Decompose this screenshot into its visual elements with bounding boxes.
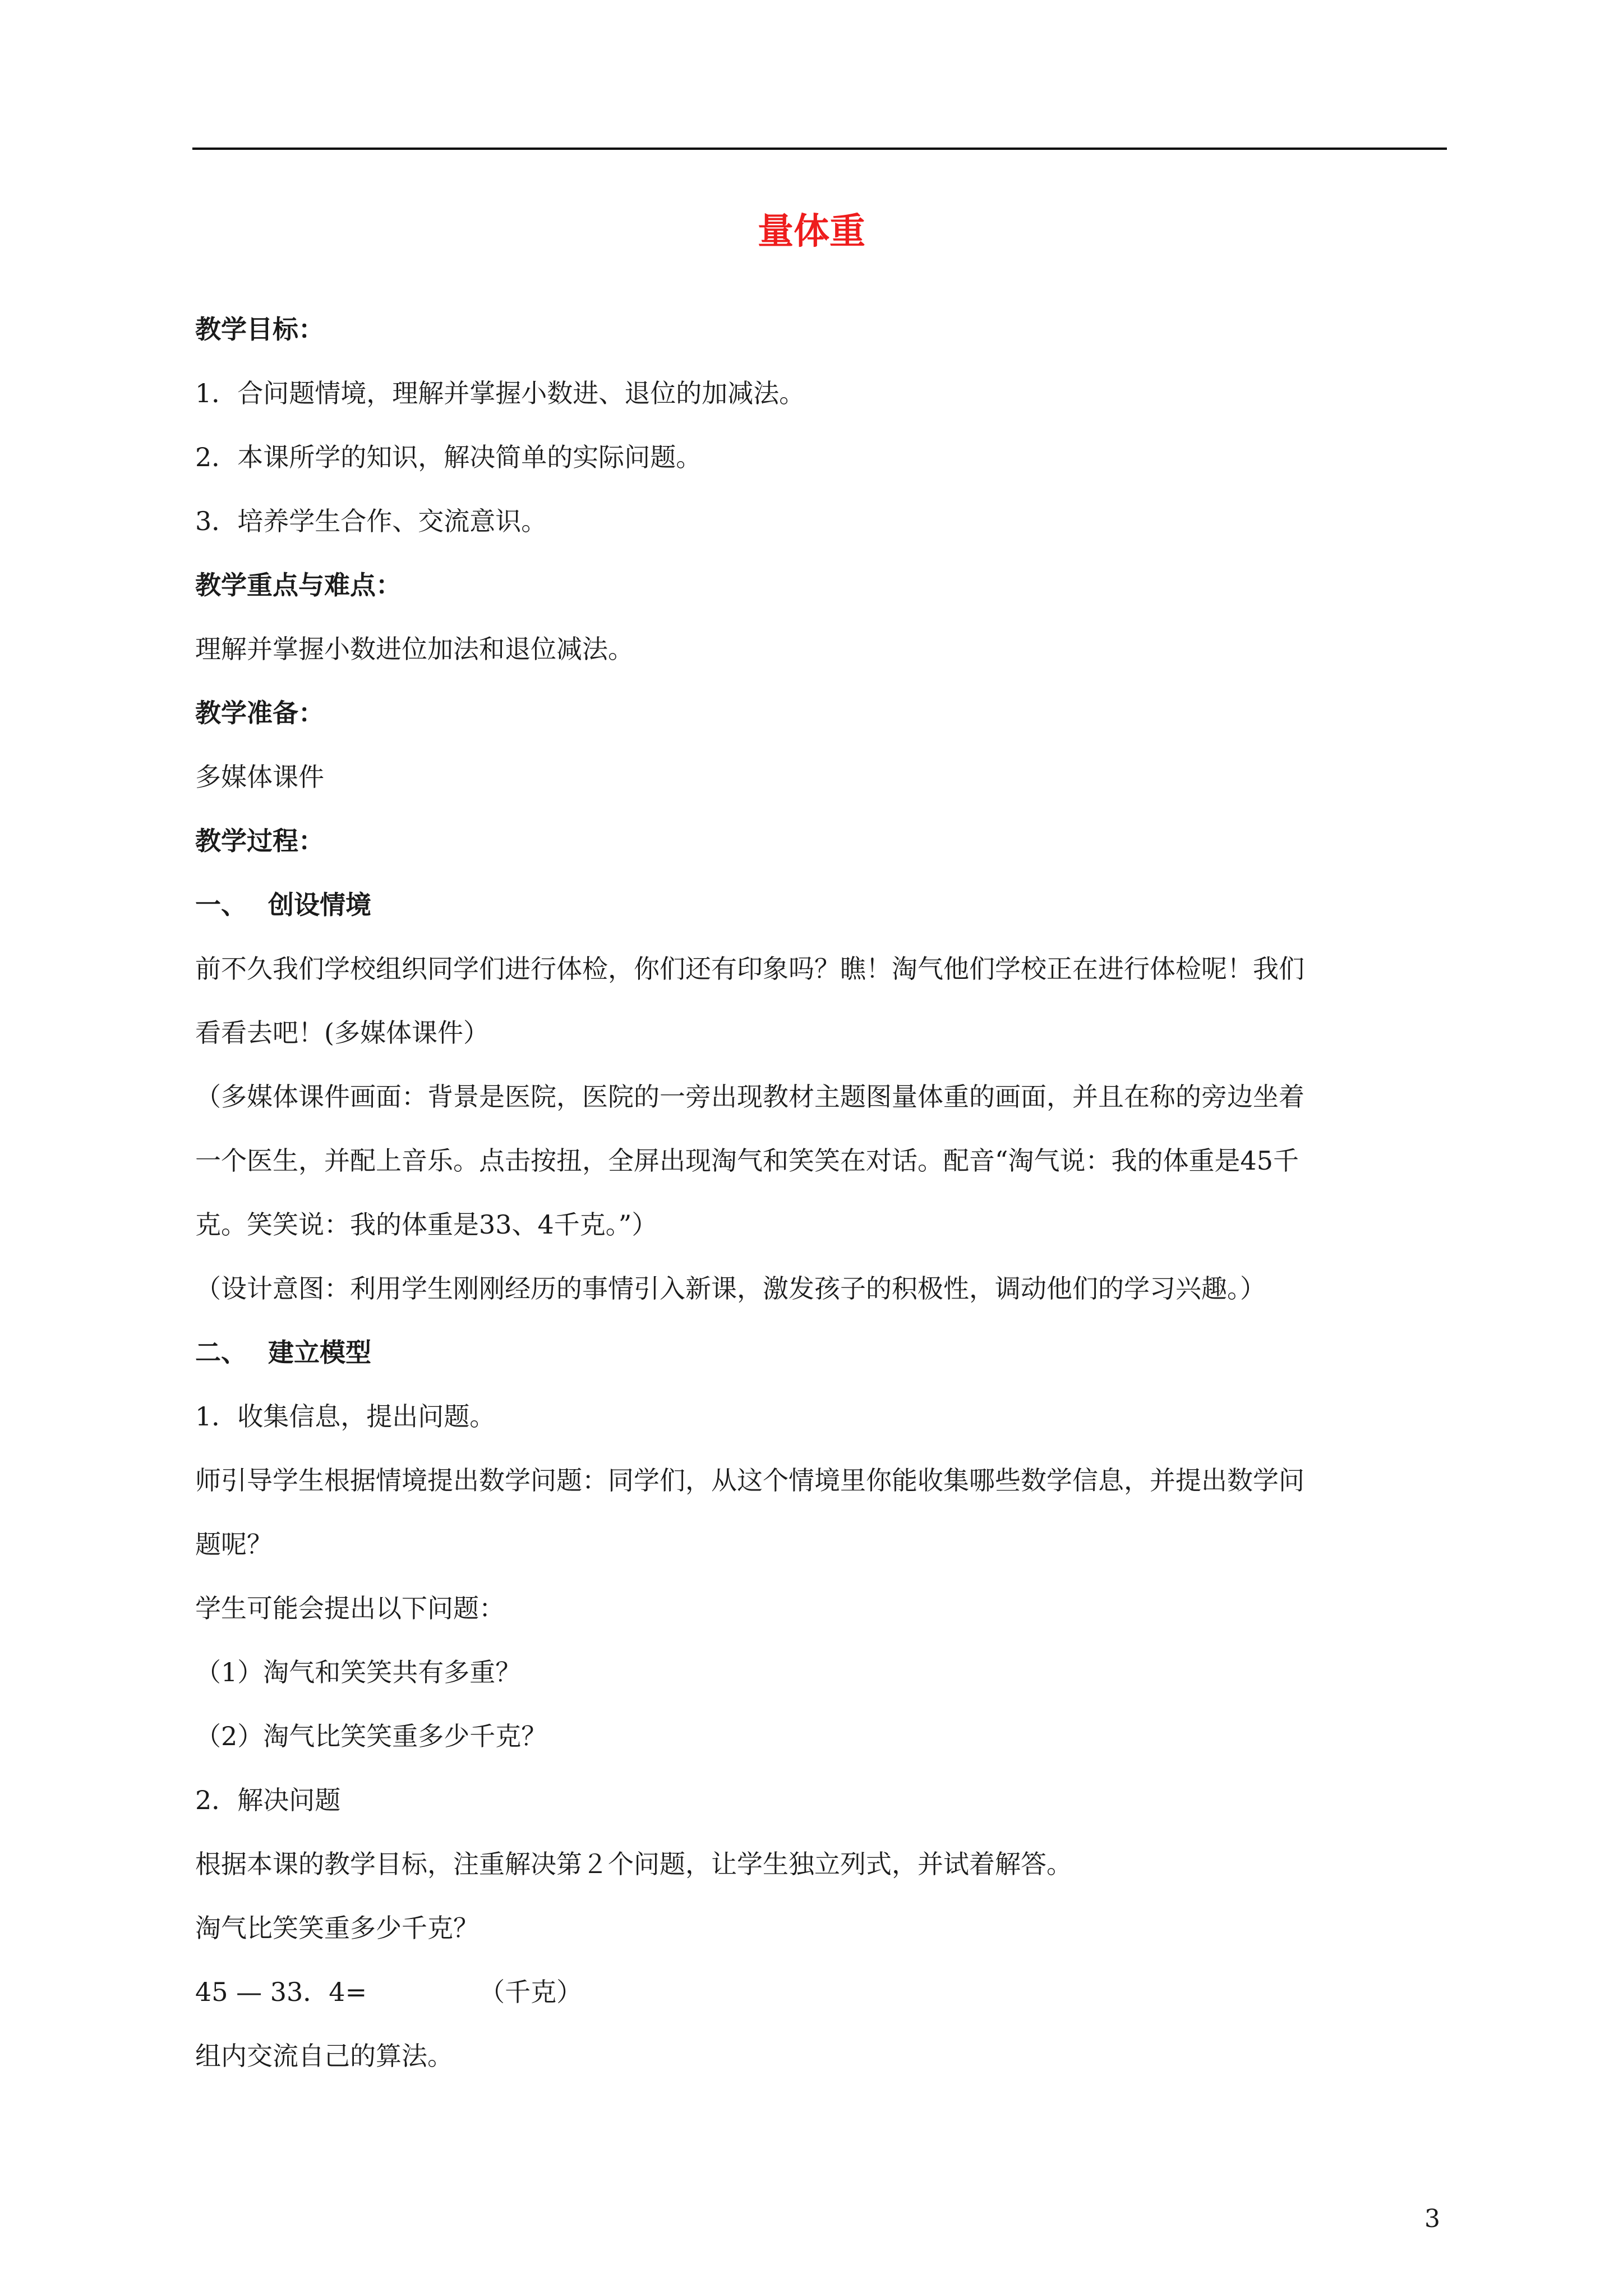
key-text: 理解并掌握小数进位加法和退位减法。 [195,634,634,664]
paragraph-line: 师引导学生根据情境提出数学问题：同学们，从这个情境里你能收集哪些数学信息，并提出数学问 [195,1465,1304,1496]
paragraph-line: 淘气比笑笑重多少千克？ [195,1913,479,1943]
section-label: 创设情境 [268,890,371,920]
section-heading-2 [195,1320,1447,1384]
design-intent: （设计意图：利用学生刚刚经历的事情引入新课，激发孩子的积极性，调动他们的学习兴趣。） [195,1273,1266,1304]
goal-item: 1．合问题情境，理解并掌握小数进、退位的加减法。 [195,378,805,408]
paragraph-line: （多媒体课件画面：背景是医院，医院的一旁出现教材主题图量体重的画面，并且在称的旁边坐着 [195,1082,1304,1112]
page-number: 3 [1424,2205,1440,2233]
header-rule [192,148,1447,150]
key-heading: 教学重点与难点： [195,570,402,600]
goal-item: 3．培养学生合作、交流意识。 [195,506,547,536]
prep-text: 多媒体课件 [195,762,324,792]
page-title: 量体重 [758,210,865,252]
paragraph-line: 一个医生，并配上音乐。点击按扭，全屏出现淘气和笑笑在对话。配音“淘气说：我的体重是45千 [195,1145,1299,1176]
paragraph-line: 前不久我们学校组织同学们进行体检，你们还有印象吗？瞧！淘气他们学校正在进行体检呢！我们 [195,954,1304,984]
question-item: （1）淘气和笑笑共有多重？ [195,1657,522,1687]
goal-item: 2．本课所学的知识，解决简单的实际问题。 [195,442,702,472]
formula-expression: 45 — 33．4= [195,1977,367,2007]
paragraph-line: 组内交流自己的算法。 [195,2041,453,2071]
goals-heading: 教学目标： [195,314,324,344]
process-heading: 教学过程： [195,826,324,856]
question-item: （2）淘气比笑笑重多少千克？ [195,1721,547,1751]
section-label: 建立模型 [268,1337,371,1368]
paragraph-line: 看看去吧！(多媒体课件） [195,1018,489,1048]
paragraph-line: 学生可能会提出以下问题： [195,1593,505,1623]
formula-line [195,1960,1447,2024]
prep-heading: 教学准备： [195,698,324,728]
paragraph-line: 题呢？ [195,1529,273,1559]
paragraph-line: 克。笑笑说：我的体重是33、4千克。”） [195,1209,658,1240]
formula-unit: （千克） [479,1977,583,2007]
step-heading: 2．解决问题 [195,1785,341,1815]
document-body [195,297,1447,2088]
step-heading: 1．收集信息，提出问题。 [195,1401,496,1432]
paragraph-line: 根据本课的教学目标，注重解决第２个问题，让学生独立列式，并试着解答。 [195,1849,1072,1879]
section-number: 一、 [195,890,247,920]
section-heading-1 [195,873,1447,937]
section-number: 二、 [195,1337,247,1368]
